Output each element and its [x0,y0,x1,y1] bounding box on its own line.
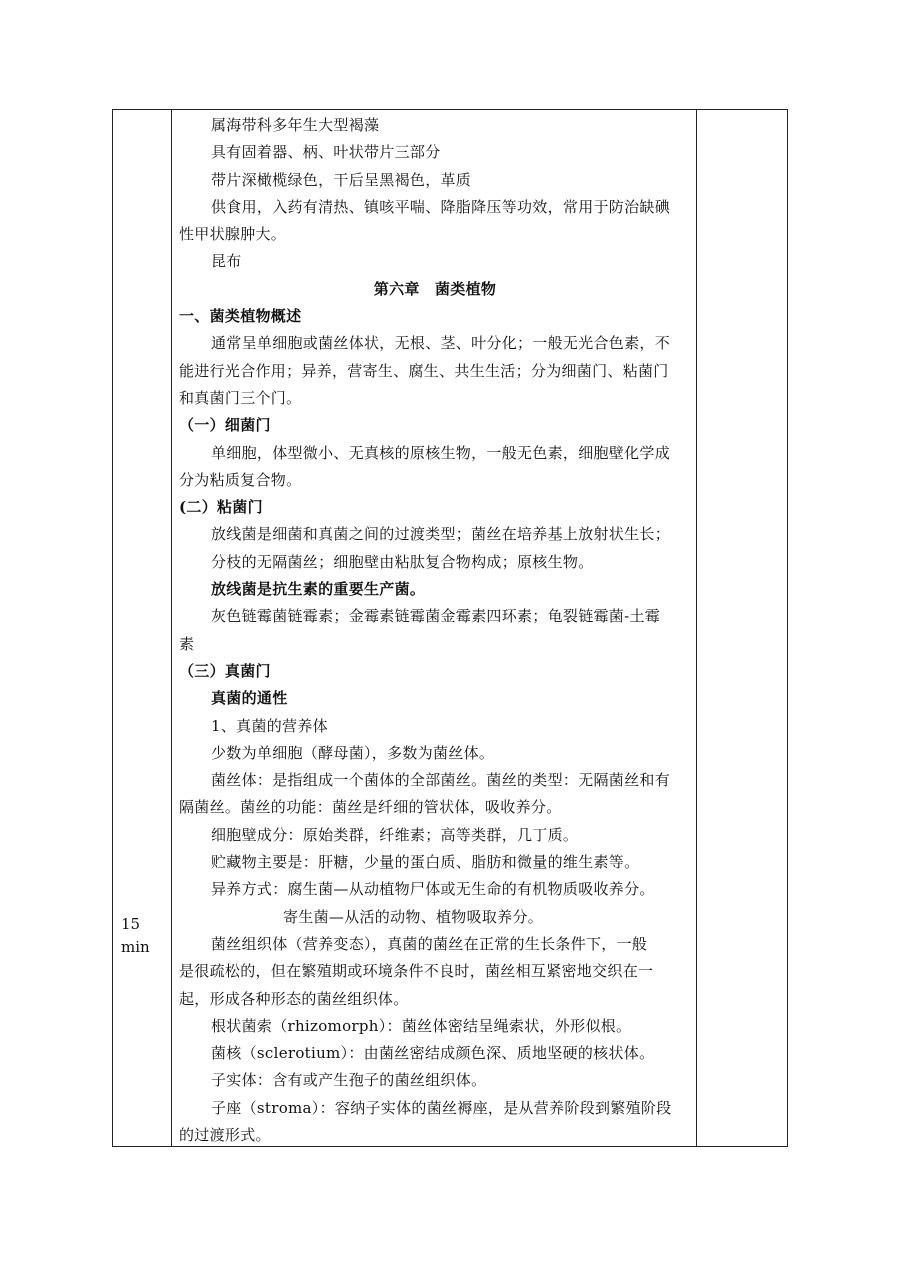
subsection-heading: （一）细菌门 [179,416,271,435]
emphasis-line: 放线菌是抗生素的重要生产菌。 [211,580,426,599]
text-line: 子实体：含有或产生孢子的菌丝组织体。 [211,1071,487,1090]
text-line: 带片深橄榄绿色，干后呈黑褐色，革质 [211,170,472,189]
time-unit: min [121,938,150,956]
text-line: 单细胞，体型微小、无真核的原核生物，一般无色素，细胞壁化学成 [211,443,671,462]
text-line: 和真菌门三个门。 [179,388,302,407]
text-line: 分枝的无隔菌丝；细胞壁由粘肽复合物构成；原核生物。 [211,552,594,571]
text-line: 异养方式：腐生菌—从动植物尸体或无生命的有机物质吸收养分。 [211,880,655,899]
text-line: 是很疏松的，但在繁殖期或环境条件不良时，菌丝相互紧密地交织在一 [179,962,654,981]
section-heading: 一、菌类植物概述 [179,307,302,326]
text-line: 菌核（sclerotium）：由菌丝密结成颜色深、质地坚硬的核状体。 [211,1044,655,1063]
text-line: 起，形成各种形态的菌丝组织体。 [179,989,409,1008]
text-line: 菌丝组织体（营养变态），真菌的菌丝在正常的生长条件下，一般 [211,934,648,953]
lesson-table [112,109,788,1147]
text-line: 昆布 [211,252,242,271]
text-line: 属海带科多年生大型褐藻 [211,116,380,134]
time-value: 15 [121,915,141,933]
text-line: 供食用，入药有清热、镇咳平喘、降脂降压等功效，常用于防治缺碘 [211,197,671,216]
text-line: 通常呈单细胞或菌丝体状，无根、茎、叶分化；一般无光合色素，不 [211,334,671,353]
text-line: 隔菌丝。菌丝的功能：菌丝是纤细的管状体，吸收养分。 [179,798,562,817]
text-line: 贮藏物主要是：肝糖，少量的蛋白质、脂肪和微量的维生素等。 [211,853,640,872]
text-line: 能进行光合作用；异养，营寄生、腐生、共生生活；分为细菌门、粘菌门 [179,361,669,380]
topic-heading: 真菌的通性 [211,689,288,708]
time-cell [121,913,150,959]
text-line: 细胞壁成分：原始类群，纤维素；高等类群，几丁质。 [211,825,579,844]
text-line: 的过渡形式。 [179,1125,271,1144]
content-cell [179,112,691,1149]
text-line: 菌丝体：是指组成一个菌体的全部菌丝。菌丝的类型：无隔菌丝和有 [211,771,671,790]
text-line: 分为粘质复合物。 [179,470,302,489]
text-line: 寄生菌—从活的动物、植物吸取养分。 [283,907,544,926]
text-line: 根状菌索（rhizomorph）：菌丝体密结呈绳索状，外形似根。 [211,1016,632,1035]
text-line: 具有固着器、柄、叶状带片三部分 [211,143,441,162]
chapter-title: 第六章 菌类植物 [373,279,497,298]
text-line: 1、真菌的营养体 [211,716,328,735]
text-line: 放线菌是细菌和真菌之间的过渡类型；菌丝在培养基上放射状生长； [211,525,671,544]
subsection-heading: (二）粘菌门 [179,498,263,517]
column-divider-right [696,110,697,1146]
subsection-heading: （三）真菌门 [179,661,271,680]
text-line: 灰色链霉菌链霉素；金霉素链霉菌金霉素四环素；龟裂链霉菌-土霉 [211,607,661,626]
text-line: 少数为单细胞（酵母菌），多数为菌丝体。 [211,743,495,762]
text-line: 素 [179,634,195,653]
text-line: 性甲状腺肿大。 [179,225,287,244]
column-divider-left [171,110,172,1146]
text-line: 子座（stroma）：容纳子实体的菌丝褥座，是从营养阶段到繁殖阶段 [211,1098,672,1117]
